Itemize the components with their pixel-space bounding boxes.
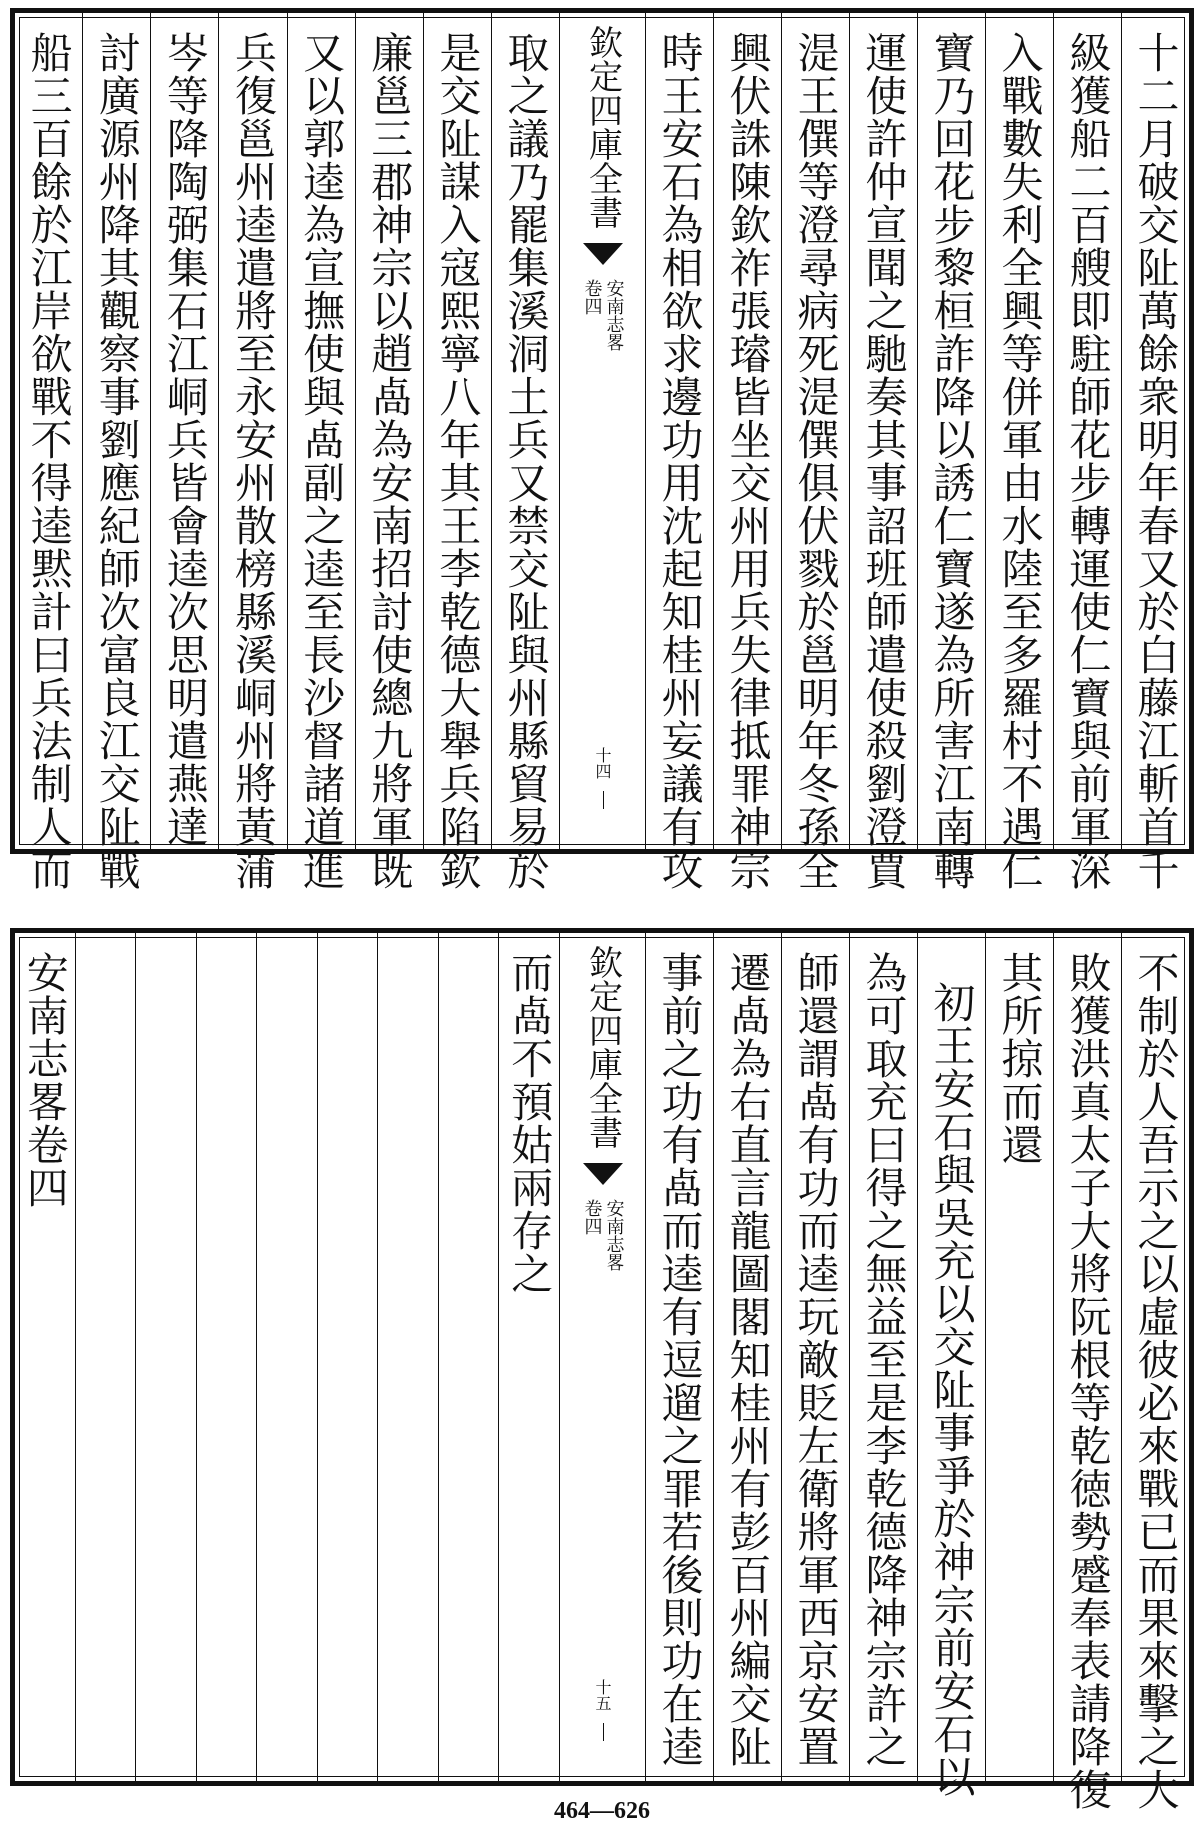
text-column <box>985 13 1053 891</box>
page-sheet-top <box>10 8 1194 891</box>
book-name: 安南志畧 <box>603 1199 625 1271</box>
column-text: 船三百餘於江岸欲戰不得逵黙計曰兵法制人而 <box>24 31 74 891</box>
text-column <box>15 933 75 1781</box>
column-text: 級獲船二百艘即駐師花步轉運使仁寶與前軍深 <box>1063 31 1113 891</box>
juan-end-title: 安南志畧卷四 <box>20 951 70 1209</box>
text-column <box>256 933 317 1781</box>
book-meta <box>583 279 623 351</box>
column-text: 又以郭逵為宣撫使與卨副之逵至長沙督諸道進 <box>297 31 347 891</box>
text-column <box>713 933 781 1781</box>
text-column <box>377 933 438 1781</box>
column-text: 岑等降陶弼集石江峒兵皆會逵次思明遣燕達 <box>160 31 210 848</box>
text-column <box>423 13 491 891</box>
text-column <box>985 933 1053 1781</box>
text-column <box>917 933 985 1798</box>
folio-number: 十四 <box>593 747 612 779</box>
reprint-page-reference: 464—626 <box>554 1798 650 1824</box>
text-column <box>355 13 423 891</box>
column-text: 遷卨為右直言龍圖閣知桂州有彭百州編交阯 <box>723 951 773 1768</box>
column-text: 取之議乃罷集溪洞土兵又禁交阯與州縣貿易於 <box>501 31 551 891</box>
text-column <box>1121 13 1189 891</box>
left-half <box>15 933 559 1781</box>
collection-title: 欽定四庫全書 <box>582 945 623 1149</box>
fish-tail-mark <box>583 1163 623 1185</box>
column-text: 初王安石與吳充以交阯事爭於神宗前安石以 <box>927 981 977 1798</box>
text-column <box>849 933 917 1781</box>
text-column <box>1053 933 1121 1811</box>
book-meta <box>583 1199 623 1271</box>
center-fold <box>559 13 645 849</box>
text-column <box>196 933 257 1781</box>
text-column <box>645 933 713 1781</box>
text-column <box>1053 13 1121 891</box>
text-column <box>1121 933 1189 1811</box>
text-column <box>218 13 286 891</box>
text-column <box>317 933 378 1781</box>
text-column <box>917 13 985 891</box>
fold-tick <box>603 791 605 809</box>
column-text: 運使許仲宣聞之馳奏其事詔班師遣使殺劉澄賈 <box>859 31 909 891</box>
text-column <box>781 933 849 1781</box>
column-text: 寶乃回花步黎桓詐降以誘仁寶遂為所害江南轉 <box>927 31 977 891</box>
right-half <box>645 933 1189 1811</box>
column-text: 時王安石為相欲求邊功用沈起知桂州妄議有攻 <box>655 31 705 891</box>
text-column <box>135 933 196 1781</box>
right-half <box>645 13 1189 891</box>
column-text: 其所掠而還 <box>995 951 1045 1166</box>
text-column <box>75 933 136 1781</box>
text-column <box>645 13 713 891</box>
text-column <box>781 13 849 891</box>
text-column <box>849 13 917 891</box>
juan-label: 卷四 <box>581 279 603 315</box>
left-half <box>15 13 559 891</box>
column-text: 討廣源州降其觀察事劉應紀師次富良江交阯戰 <box>92 31 142 891</box>
column-text: 而卨不預姑兩存之 <box>505 951 555 1295</box>
column-text: 十二月破交阯萬餘衆明年春又於白藤江斬首千 <box>1131 31 1181 891</box>
folio-number: 十五 <box>593 1679 612 1711</box>
text-column <box>82 13 150 891</box>
fish-tail-mark <box>583 243 623 265</box>
center-fold <box>559 933 645 1781</box>
column-text: 是交阯謀入寇熙寧八年其王李乾德大舉兵陷欽 <box>433 31 483 891</box>
column-text: 敗獲洪真太子大將阮根等乾徳勢蹙奉表請降復 <box>1063 951 1113 1811</box>
text-column <box>287 13 355 891</box>
collection-title: 欽定四庫全書 <box>582 25 623 229</box>
column-text: 興伏誅陳欽祚張璿皆坐交州用兵失律抵罪神宗 <box>723 31 773 891</box>
juan-label: 卷四 <box>581 1199 603 1235</box>
book-name: 安南志畧 <box>603 279 625 351</box>
text-column <box>713 13 781 891</box>
column-text: 入戰數失利全興等併軍由水陸至多羅村不遇仁 <box>995 31 1045 891</box>
text-column <box>491 13 559 891</box>
column-text: 湜王僎等澄尋病死湜僎俱伏戮於邕明年冬孫全 <box>791 31 841 891</box>
text-column <box>150 13 218 849</box>
fold-tick <box>603 1723 605 1741</box>
column-text: 為可取充曰得之無益至是李乾德降神宗許之 <box>859 951 909 1768</box>
text-column <box>438 933 499 1781</box>
column-text: 廉邕三郡神宗以趙卨為安南招討使總九將軍既 <box>365 31 415 891</box>
column-text: 不制於人吾示之以虛彼必來戰已而果來擊之大 <box>1131 951 1181 1811</box>
text-column <box>498 933 559 1781</box>
column-text: 事前之功有卨而逵有逗遛之罪若後則功在逵 <box>655 951 705 1768</box>
text-column <box>15 13 82 891</box>
column-text: 師還謂卨有功而逵玩敵貶左衛將軍西京安置 <box>791 951 841 1768</box>
column-text: 兵復邕州逵遣將至永安州散榜縣溪峒州將黃蒲 <box>228 31 278 891</box>
